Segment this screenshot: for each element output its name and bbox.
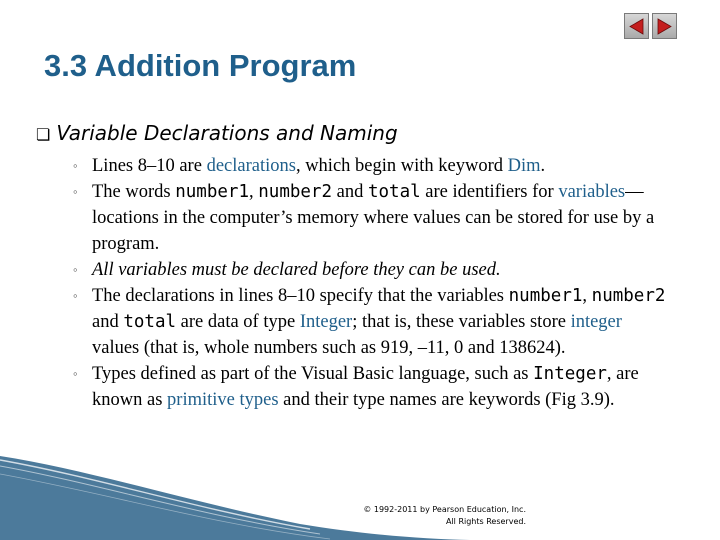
bullet-item — [70, 283, 670, 361]
triangle-left-icon — [628, 18, 645, 35]
code-identifier: total — [367, 182, 421, 202]
bullet-text: All variables must be declared before they can be used. — [92, 260, 501, 280]
bullet-marker-icon: ◦ — [73, 158, 78, 173]
code-identifier: Integer — [533, 364, 607, 384]
key-term: variables — [558, 182, 626, 202]
copyright-notice — [363, 504, 526, 528]
code-identifier: number1 — [175, 182, 249, 202]
bullet-text: values (that is, whole numbers such as 919, –11, 0 and 138624). — [92, 338, 566, 358]
section-heading-text: Variable Declarations and Naming — [56, 121, 398, 145]
bullet-marker-icon: ◦ — [73, 366, 78, 381]
key-term: primitive types — [167, 390, 279, 410]
code-identifier: number2 — [591, 286, 666, 306]
bullet-list — [70, 153, 670, 413]
key-term: Integer — [299, 312, 353, 332]
slide-navigation — [624, 13, 677, 39]
bullet-item — [70, 361, 670, 413]
bullet-text: . — [540, 156, 546, 176]
bullet-text: are data of type — [176, 312, 300, 332]
bullet-text: The declarations in lines 8–10 specify that the variables — [92, 286, 509, 306]
bullet-item — [70, 153, 670, 179]
bullet-marker-icon: ◦ — [73, 262, 78, 277]
key-term: integer — [570, 312, 622, 332]
code-identifier: number1 — [508, 286, 583, 306]
next-slide-button[interactable] — [652, 13, 677, 39]
bullet-text: , — [249, 182, 259, 202]
bullet-text: ; that is, these variables store — [352, 312, 571, 332]
code-identifier: number2 — [258, 182, 333, 202]
slide-title: 3.3 Addition Program — [44, 48, 357, 83]
bullet-marker-icon: ◦ — [73, 288, 78, 303]
bullet-item — [70, 179, 670, 257]
bullet-text: , — [582, 286, 592, 306]
triangle-right-icon — [656, 18, 673, 35]
previous-slide-button[interactable] — [624, 13, 649, 39]
bullet-text: , which begin with keyword — [295, 156, 508, 176]
bullet-text: Types defined as part of the Visual Basic language, such as — [92, 364, 534, 384]
checkbox-bullet-icon: ❏ — [36, 125, 51, 144]
key-term: Dim — [507, 156, 541, 176]
bullet-text: The words — [92, 182, 176, 202]
bullet-text: Lines 8–10 are — [92, 156, 207, 176]
bullet-marker-icon: ◦ — [73, 184, 78, 199]
rights-line: All Rights Reserved. — [445, 517, 526, 526]
bullet-text: , are known as — [92, 364, 639, 410]
key-term: declarations — [206, 156, 296, 176]
bullet-text: and — [92, 312, 124, 332]
section-heading — [36, 121, 398, 145]
bullet-text: and — [332, 182, 368, 202]
bullet-text: —locations in the computer’s memory where values can be stored for use by a program. — [92, 182, 655, 254]
bullet-item — [70, 257, 670, 283]
bullet-text: are identifiers for — [420, 182, 559, 202]
copyright-line: © 1992-2011 by Pearson Education, Inc. — [363, 505, 526, 514]
code-identifier: total — [123, 312, 177, 332]
bullet-text: and their type names are keywords (Fig 3.9). — [278, 390, 615, 410]
